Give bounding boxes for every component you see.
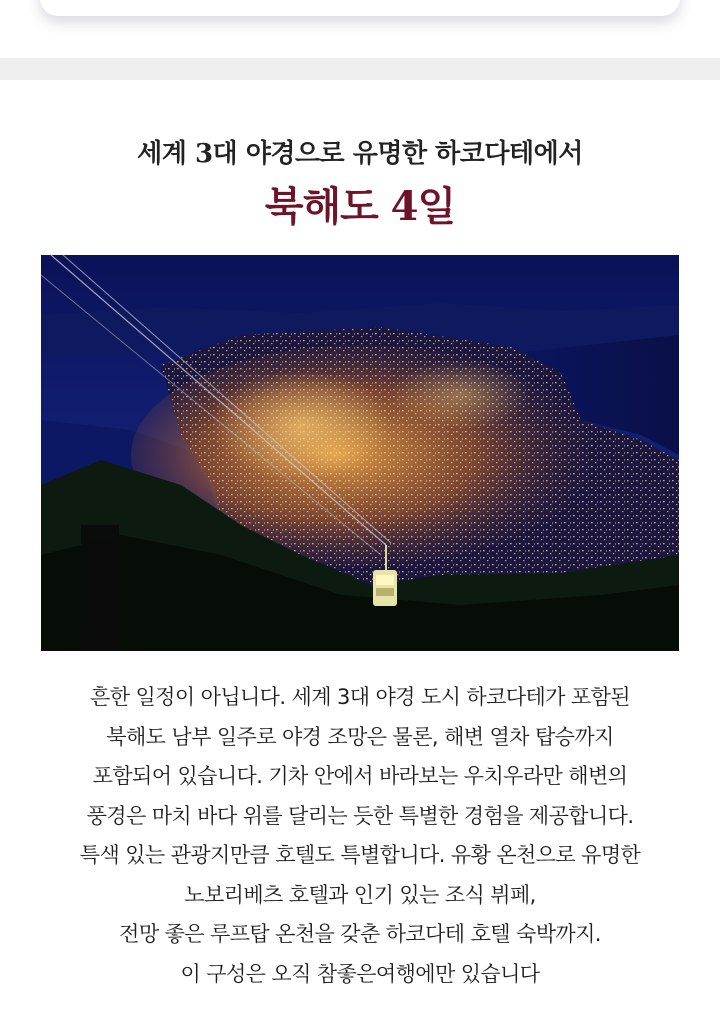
- section-title: 북해도 4일: [264, 183, 456, 230]
- top-card-edge: [40, 0, 680, 16]
- description-line: 북해도 남부 일주로 야경 조망은 물론, 해변 열차 탑승까지: [106, 724, 614, 749]
- description-line: 노보리베츠 호텔과 인기 있는 조식 뷔페,: [184, 882, 536, 907]
- description-line: 전망 좋은 루프탑 온천을 갖춘 하코다테 호텔 숙박까지.: [119, 922, 601, 946]
- description-line: 포함되어 있습니다. 기차 안에서 바라보는 우치우라만 해변의: [92, 764, 628, 788]
- description-line: 풍경은 마치 바다 위를 달리는 듯한 특별한 경험을 제공합니다.: [86, 803, 634, 828]
- hakodate-night-view-image: [41, 255, 679, 651]
- description-line: 흔한 일정이 아닙니다. 세계 3대 야경 도시 하코다테가 포함된: [90, 685, 630, 709]
- description-text: [20, 678, 700, 994]
- description-line: 특색 있는 관광지만큼 호텔도 특별합니다. 유황 온천으로 유명한: [79, 843, 641, 867]
- description-line: 이 구성은 오직 참좋은여행에만 있습니다: [180, 961, 540, 986]
- section-divider: [0, 58, 720, 80]
- section-subtitle: 세계 3대 야경으로 유명한 하코다테에서: [137, 139, 583, 169]
